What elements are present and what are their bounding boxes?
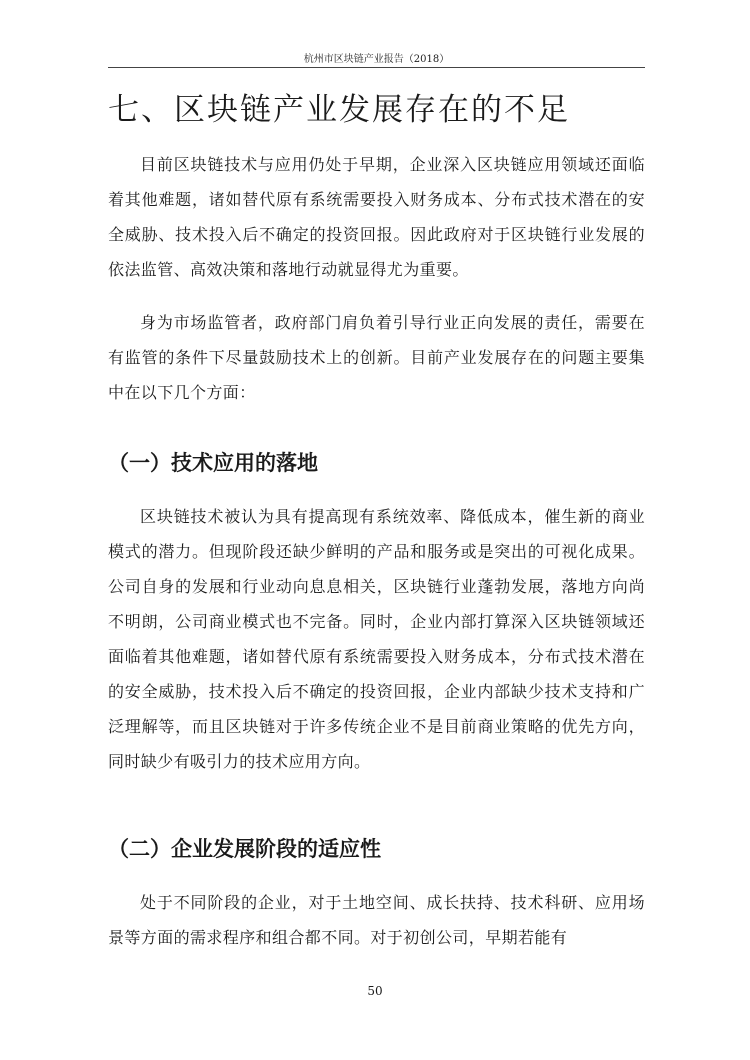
section-2-paragraph: 处于不同阶段的企业，对于土地空间、成长扶持、技术科研、应用场景等方面的需求程序和组合都不同。对于初创公司，早期若能有: [108, 893, 645, 947]
intro-paragraph-2: 身为市场监管者，政府部门肩负着引导行业正向发展的责任，需要在有监管的条件下尽量鼓励技术上的创新。目前产业发展存在的问题主要集中在以下几个方面：: [108, 313, 645, 402]
running-header: 杭州市区块链产业报告（2018）: [303, 54, 450, 65]
chapter-title: 七、区块链产业发展存在的不足: [108, 92, 570, 128]
section-heading-2: （二）企业发展阶段的适应性: [108, 837, 381, 861]
page-number: 50: [367, 984, 383, 998]
intro-paragraph-1: 目前区块链技术与应用仍处于早期，企业深入区块链应用领域还面临着其他难题，诸如替代原有系统需要投入财务成本、分布式技术潜在的安全威胁、技术投入后不确定的投资回报。因此政府对于区块链行业发展的依法监管、高效决策和落地行动就显得尤为重要。: [108, 155, 645, 279]
section-heading-1: （一）技术应用的落地: [108, 451, 318, 475]
header-rule: [108, 67, 645, 68]
section-1-paragraph: 区块链技术被认为具有提高现有系统效率、降低成本，催生新的商业模式的潜力。但现阶段还缺少鲜明的产品和服务或是突出的可视化成果。公司自身的发展和行业动向息息相关，区块链行业蓬勃发展，落地方向尚不明朗，公司商业模式也不完备。同时，企业内部打算深入区块链领域还面临着其他难题，诸如替代原有系统需要投入财务成本，分布式技术潜在的安全威胁，技术投入后不确定的投资回报，企业内部缺少技术支持和广泛理解等，而且区块链对于许多传统企业不是目前商业策略的优先方向，同时缺少有吸引力的技术应用方向。: [108, 507, 645, 771]
